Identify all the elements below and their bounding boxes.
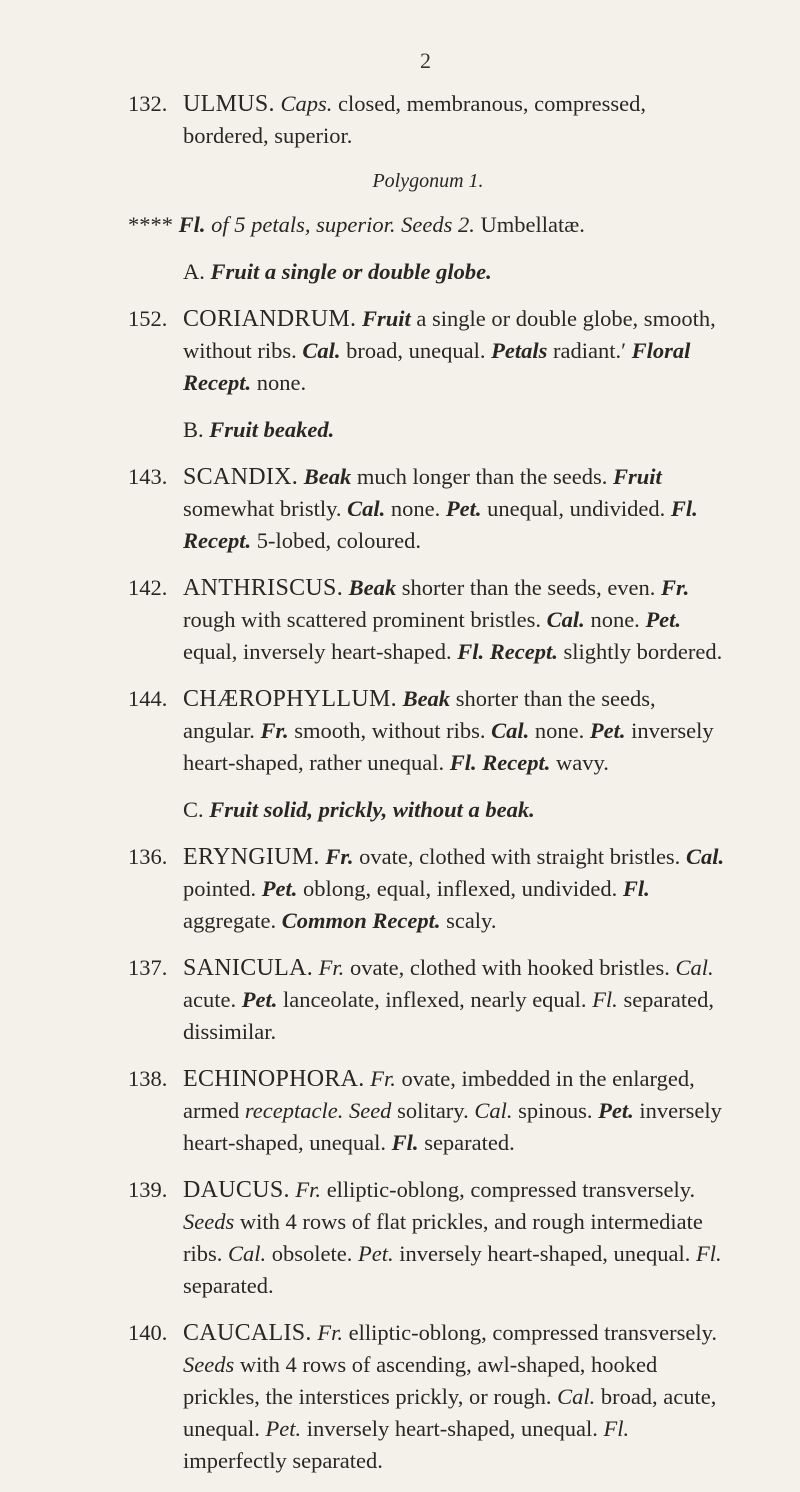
section-letter: C. xyxy=(183,797,204,822)
entry-text: unequal, undivided. xyxy=(481,496,671,521)
entry-text: none. xyxy=(385,496,446,521)
order-seeds: Seeds 2. xyxy=(395,212,475,237)
entry-text: rough with scattered prominent bristles. xyxy=(183,607,547,632)
genus-name: CORIANDRUM. xyxy=(183,306,357,332)
term-cal: Cal. xyxy=(546,607,585,632)
entry-text: separated. xyxy=(183,1273,274,1298)
section-letter: B. xyxy=(183,417,204,442)
entry-text: wavy. xyxy=(550,750,609,775)
entry-text: closed, membranous, compressed, bordered, superior. xyxy=(183,91,646,148)
entry-text: smooth, without ribs. xyxy=(288,718,492,743)
entry-number: 152. xyxy=(128,306,168,331)
entry-text: inversely heart-shaped, unequal. xyxy=(301,1416,604,1441)
entry-coriandrum xyxy=(128,303,728,399)
section-title: Fruit beaked. xyxy=(209,417,335,442)
term-petals: Petals xyxy=(491,338,548,363)
entry-text: a single or double globe, smooth, without ribs. xyxy=(183,306,716,363)
entry-text: obsolete. xyxy=(266,1241,358,1266)
entry-text: lanceolate, inflexed, nearly equal. xyxy=(277,987,593,1012)
term-fl: Fl. xyxy=(178,212,206,237)
entry-text: broad, unequal. xyxy=(340,338,492,363)
entry-anthriscus xyxy=(128,572,728,668)
stars-mark: **** xyxy=(128,212,173,237)
term-pet: Pet. xyxy=(241,987,278,1012)
entry-text: separated, dissimilar. xyxy=(183,987,715,1044)
term-fl: Fl. xyxy=(622,876,650,901)
term-fr: Fr. xyxy=(661,575,690,600)
term-cal: Cal. xyxy=(228,1241,267,1266)
section-b xyxy=(128,414,728,446)
term-cal: Cal. xyxy=(474,1098,513,1123)
section-c xyxy=(128,794,728,826)
term-pet: Pet. xyxy=(265,1416,302,1441)
section-a xyxy=(128,256,728,288)
genus-name: CHÆROPHYLLUM. xyxy=(183,686,397,712)
entry-number: 139. xyxy=(128,1177,168,1202)
entry-text: broad, acute, unequal. xyxy=(183,1384,717,1441)
term-fl-recept: Fl. Recept. xyxy=(457,639,558,664)
entry-caucalis xyxy=(128,1317,728,1477)
term-cal: Cal. xyxy=(491,718,530,743)
term-fl: Fl. xyxy=(696,1241,722,1266)
term-fr: Fr. xyxy=(325,844,354,869)
order-name: Umbellatæ. xyxy=(474,212,585,237)
term-cal: Cal. xyxy=(347,496,386,521)
entry-number: 144. xyxy=(128,686,168,711)
entry-text: shorter than the seeds, even. xyxy=(396,575,662,600)
term-cal: Cal. xyxy=(557,1384,596,1409)
term-pet: Pet. xyxy=(261,876,298,901)
term-fl: Fl. xyxy=(391,1130,419,1155)
term-receptacle: receptacle. xyxy=(244,1098,344,1123)
term-pet: Pet. xyxy=(598,1098,634,1123)
term-cal: Cal. xyxy=(302,338,341,363)
entry-text: none. xyxy=(584,607,646,632)
entry-text: separated. xyxy=(418,1130,515,1155)
entry-text: none. xyxy=(251,370,307,395)
term-seeds: Seeds xyxy=(183,1352,235,1377)
term-fl-recept: Fl. Recept. xyxy=(183,496,698,553)
order-petals: of 5 petals, superior. xyxy=(205,212,396,237)
term-fl: Fl. xyxy=(592,987,618,1012)
term-beak: Beak xyxy=(303,464,352,489)
entry-text: oblong, equal, inflexed, undivided. xyxy=(297,876,623,901)
entry-text: ovate, clothed with hooked bristles. xyxy=(344,955,676,980)
entry-eryngium xyxy=(128,841,728,937)
term-fr: Fr. xyxy=(317,1320,343,1345)
section-title: Fruit solid, prickly, without a beak. xyxy=(209,797,535,822)
term-fr: Fr. xyxy=(370,1066,396,1091)
genus-name: CAUCALIS. xyxy=(183,1320,312,1346)
entry-sanicula xyxy=(128,952,728,1048)
term-fl-recept: Fl. Recept. xyxy=(449,750,551,775)
entry-chaerophyllum xyxy=(128,683,728,779)
entry-number: 136. xyxy=(128,844,168,869)
entry-number: 143. xyxy=(128,464,168,489)
entry-text: somewhat bristly. xyxy=(183,496,348,521)
entry-text: spinous. xyxy=(512,1098,599,1123)
entry-number: 138. xyxy=(128,1066,168,1091)
entry-text: pointed. xyxy=(183,876,262,901)
page-content xyxy=(128,88,728,1492)
entry-daucus xyxy=(128,1174,728,1302)
entry-text: elliptic-oblong, compressed transversely. xyxy=(321,1177,696,1202)
term-common-recept: Common Recept. xyxy=(281,908,441,933)
entry-text: with 4 rows of flat prickles, and rough intermediate ribs. xyxy=(183,1209,703,1266)
genus-name: ULMUS. xyxy=(183,91,275,117)
entry-text: equal, inversely heart-shaped. xyxy=(183,639,458,664)
term-pet: Pet. xyxy=(645,607,682,632)
entry-text: with 4 rows of ascending, awl-shaped, hooked prickles, the interstices prickly, or rough. xyxy=(183,1352,658,1409)
term-seed: Seed xyxy=(343,1098,392,1123)
entry-number: 137. xyxy=(128,955,168,980)
entry-text: inversely heart-shaped, rather unequal. xyxy=(183,718,714,775)
term-cal: Cal. xyxy=(675,955,714,980)
entry-number: 132. xyxy=(128,91,168,116)
entry-scandix xyxy=(128,461,728,557)
genus-name: SANICULA. xyxy=(183,955,314,981)
term-cal: Cal. xyxy=(685,844,725,869)
entry-text: scaly. xyxy=(440,908,497,933)
entry-text: radiant.′ xyxy=(547,338,632,363)
entry-text: solitary. xyxy=(391,1098,475,1123)
entry-text: inversely heart-shaped, unequal. xyxy=(393,1241,696,1266)
entry-text: acute. xyxy=(183,987,242,1012)
entry-text: aggregate. xyxy=(183,908,282,933)
entry-text: imperfectly separated. xyxy=(183,1448,383,1473)
genus-name: SCANDIX. xyxy=(183,464,299,490)
entry-text: slightly bordered. xyxy=(557,639,723,664)
entry-text: inversely heart-shaped, unequal. xyxy=(183,1098,722,1155)
entry-text: none. xyxy=(529,718,590,743)
entry-text: elliptic-oblong, compressed transversely. xyxy=(342,1320,718,1345)
term-fr: Fr. xyxy=(260,718,289,743)
entry-text: 5-lobed, coloured. xyxy=(251,528,422,553)
term-fruit: Fruit xyxy=(361,306,411,331)
polygonum-note: Polygonum 1. xyxy=(372,170,484,192)
term-pet: Pet. xyxy=(589,718,626,743)
genus-name: ANTHRISCUS. xyxy=(183,575,343,601)
entry-text: ovate, imbedded in the enlarged, armed xyxy=(183,1066,695,1123)
order-umbellatae xyxy=(128,209,728,241)
term-pet: Pet. xyxy=(445,496,482,521)
term-seeds: Seeds xyxy=(183,1209,235,1234)
page-number: 2 xyxy=(420,48,431,73)
term-beak: Beak xyxy=(348,575,397,600)
term-fr: Fr. xyxy=(318,955,345,980)
section-title: Fruit a single or double globe. xyxy=(210,259,492,284)
term-fruit: Fruit xyxy=(613,464,662,489)
entry-ulmus xyxy=(128,88,728,152)
genus-name: DAUCUS. xyxy=(183,1177,290,1203)
term-beak: Beak xyxy=(402,686,451,711)
term-floral-recept: Floral Recept. xyxy=(183,338,691,395)
entry-echinophora xyxy=(128,1063,728,1159)
entry-number: 140. xyxy=(128,1320,168,1345)
entry-text: much longer than the seeds. xyxy=(351,464,614,489)
term-pet: Pet. xyxy=(358,1241,394,1266)
term-fr: Fr. xyxy=(295,1177,322,1202)
entry-text: shorter than the seeds, angular. xyxy=(183,686,656,743)
section-letter: A. xyxy=(183,259,205,284)
term-caps: Caps. xyxy=(280,91,333,116)
entry-text: ovate, clothed with straight bristles. xyxy=(353,844,686,869)
term-fl: Fl. xyxy=(603,1416,630,1441)
genus-name: ECHINOPHORA. xyxy=(183,1066,365,1092)
entry-number: 142. xyxy=(128,575,168,600)
genus-name: ERYNGIUM. xyxy=(183,844,320,870)
